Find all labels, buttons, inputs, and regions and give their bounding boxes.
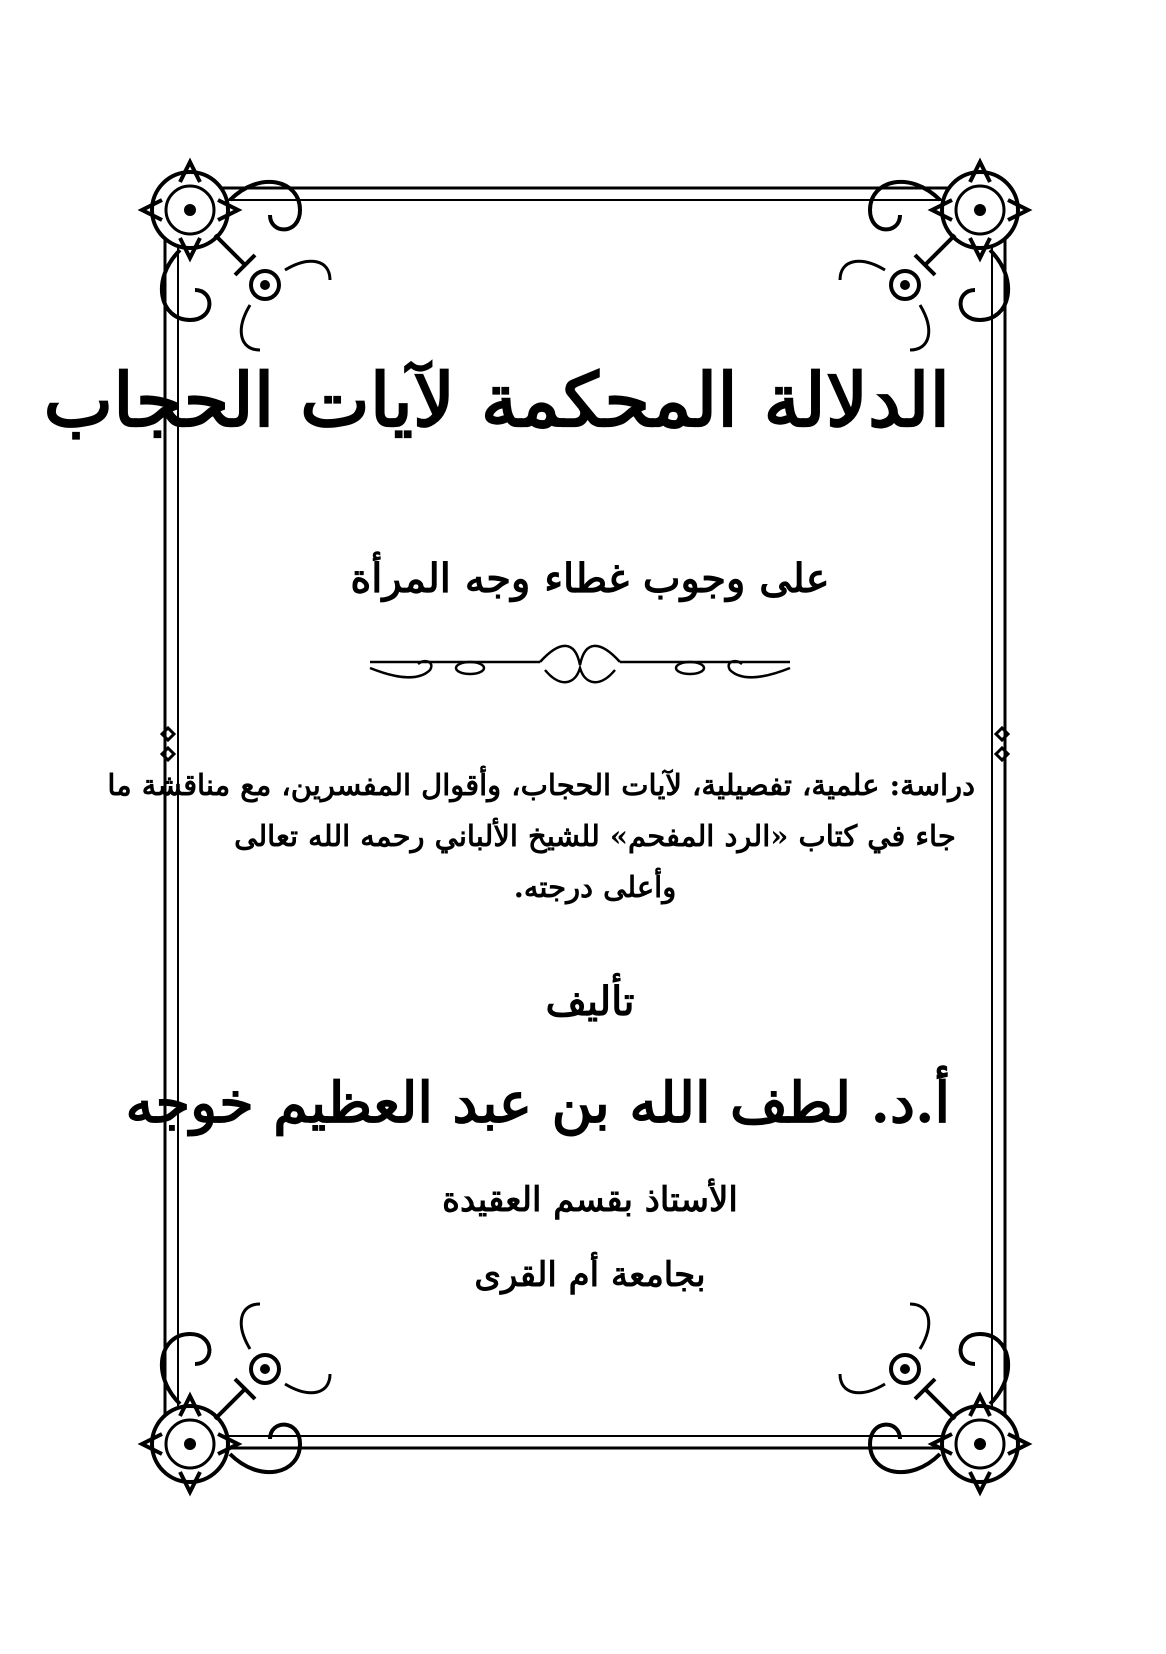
side-knot-icon xyxy=(162,728,1008,760)
author-university: بجامعة أم القرى xyxy=(474,1255,706,1295)
book-title: الدلالة المحكمة لآيات الحجاب xyxy=(43,358,950,444)
book-description xyxy=(107,760,975,912)
description-line: دراسة: علمية، تفصيلية، لآيات الحجاب، وأقوال المفسرين، مع مناقشة ما xyxy=(107,768,975,802)
corner-ornament-icon xyxy=(142,162,330,350)
book-subtitle: على وجوب غطاء وجه المرأة xyxy=(350,555,830,602)
description-line: وأعلى درجته. xyxy=(513,869,677,904)
author-position: الأستاذ بقسم العقيدة xyxy=(442,1180,738,1220)
author-name: أ.د. لطف الله بن عبد العظيم خوجه xyxy=(125,1070,950,1136)
flourish-divider-icon xyxy=(360,640,800,690)
author-label: تأليف xyxy=(545,978,635,1025)
description-line: جاء في كتاب «الرد المفحم» للشيخ الألباني رحمه الله تعالى xyxy=(234,818,956,853)
